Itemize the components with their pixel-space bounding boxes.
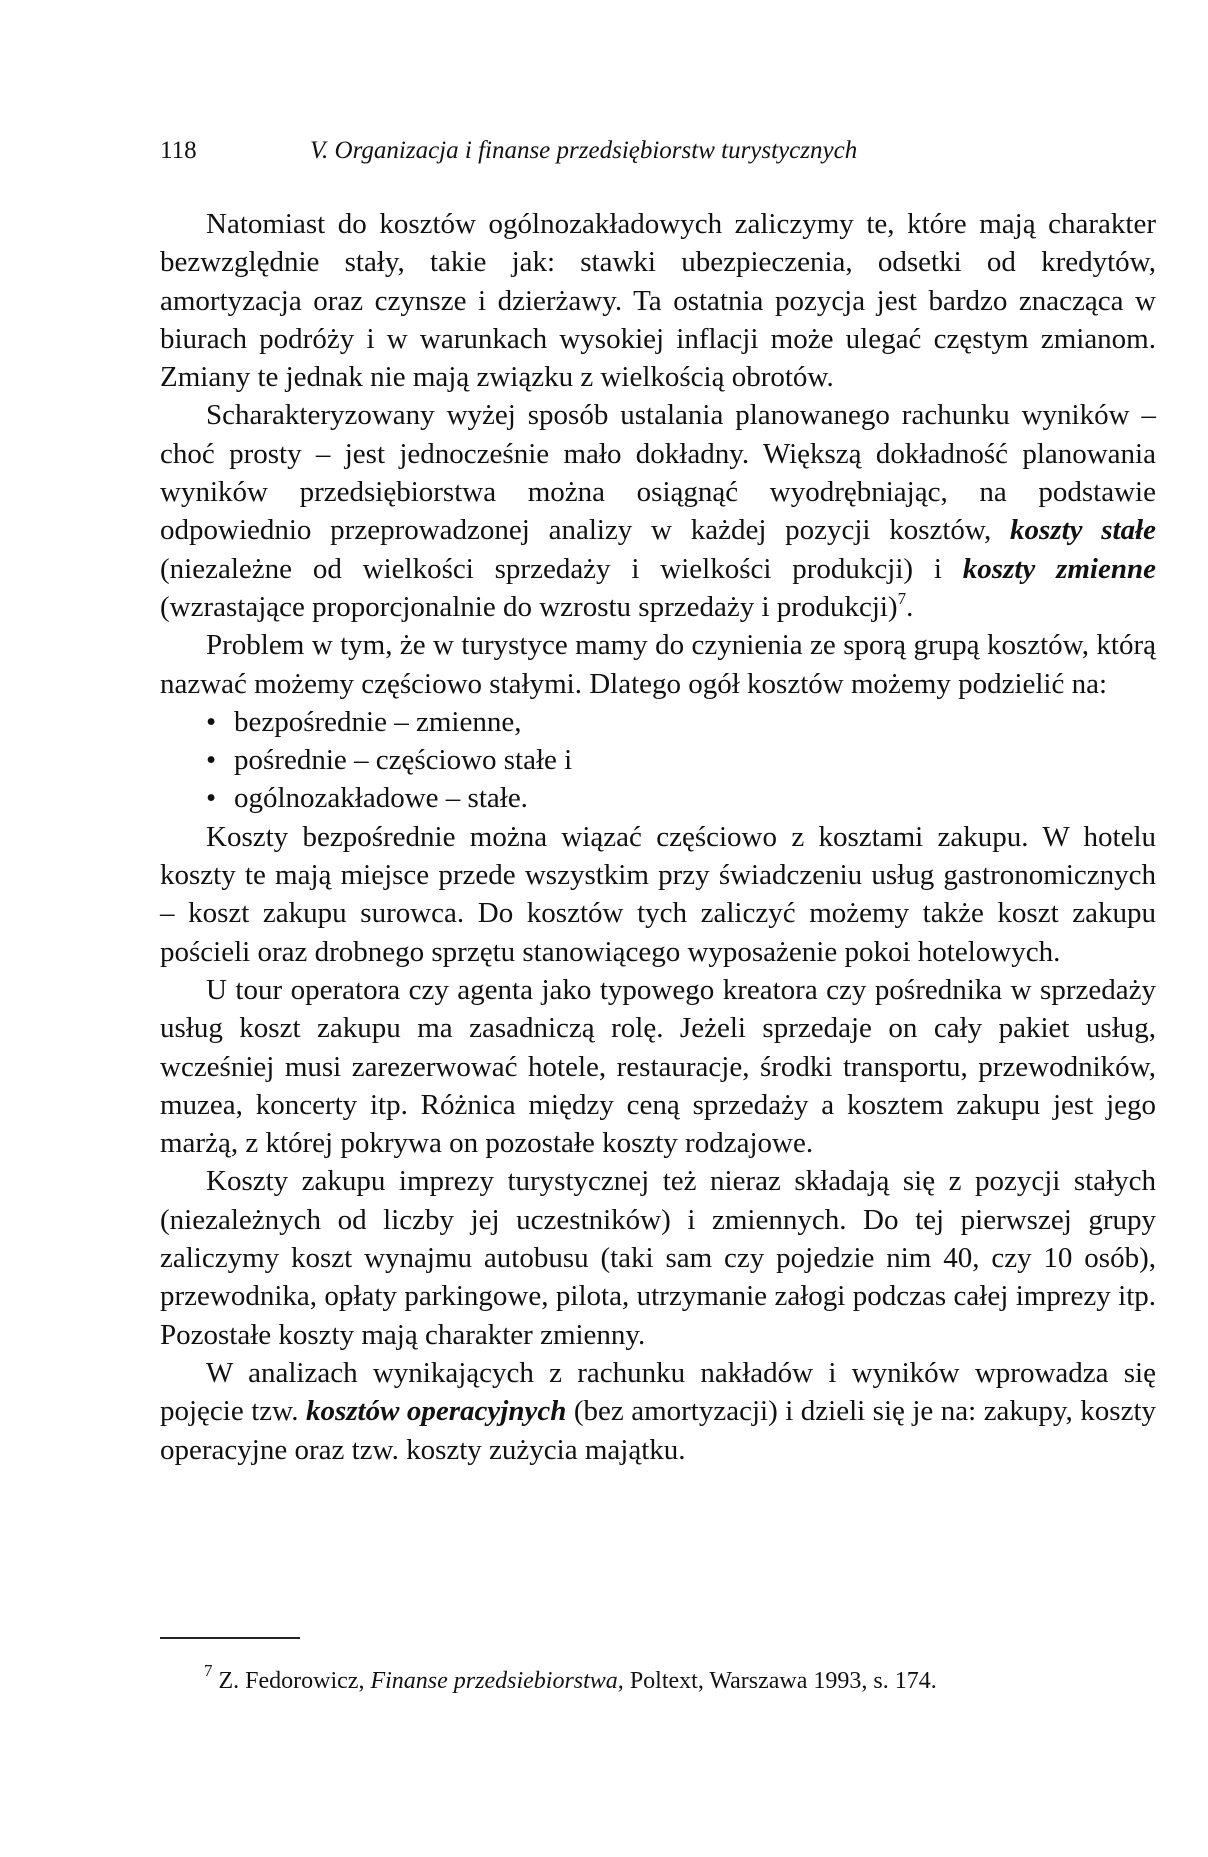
paragraph-2-text-b: (niezależne od wielkości sprzedaży i wielkości produkcji) i — [160, 552, 942, 585]
footnote-divider — [160, 1637, 300, 1639]
page-number: 118 — [160, 137, 197, 164]
footnote-title: Finanse przedsiebiorstwa, — [370, 1668, 624, 1694]
cost-category-list — [160, 703, 1156, 818]
footnote-number: 7 — [204, 1661, 213, 1680]
paragraph-3: Problem w tym, że w turystyce mamy do czynienia ze sporą grupą kosztów, którą nazwać możemy częściowo stałymi. Dlatego ogół kosztów możemy podzielić na: — [160, 629, 1156, 700]
footnote — [204, 1661, 1144, 1696]
footnote-author: Z. Fedorowicz, — [218, 1668, 365, 1694]
bullet-icon: • — [206, 705, 217, 738]
footnote-publisher: Poltext, Warszawa 1993, s. 174. — [629, 1668, 937, 1694]
list-item — [206, 779, 1156, 817]
chapter-title: V. Organizacja i finanse przedsiębiorstw turystycznych — [310, 137, 858, 164]
paragraph-2 — [160, 396, 1156, 626]
paragraph-1: Natomiast do kosztów ogólnozakładowych zaliczymy te, które mają charakter bezwzględnie stały, takie jak: stawki ubezpieczenia, odsetki od kredytów, amortyzacja oraz czynsze i dzierżawy. Ta ostatnia pozycja jest bardzo znacząca w biurach podróży i w warunkach wysokiej inflacji może ulegać częstym zmianom. Zmiany te jednak nie mają związku z wielkością obrotów. — [160, 208, 1156, 394]
list-item-text: ogólnozakładowe – stałe. — [234, 782, 528, 815]
paragraph-2-text-c: (wzrastające proporcjonalnie do wzrostu sprzedaży i produkcji) — [160, 590, 898, 623]
paragraph-2-text-a: Scharakteryzowany wyżej sposób ustalania planowanego rachunku wyników – choć prosty – jest jednocześnie mało dokładny. Większą dokładność planowania wyników przedsiębiorstwa można osiągnąć wyodrębniając, na podstawie odpowiednio przeprowadzonej analizy w każdej pozycji kosztów, — [160, 399, 1156, 547]
term-koszty-zmienne: koszty zmienne — [962, 552, 1156, 585]
running-header — [160, 136, 1160, 166]
bullet-icon: • — [206, 744, 217, 777]
footnote-reference: 7 — [897, 588, 907, 608]
list-item-text: bezpośrednie – zmienne, — [234, 705, 522, 738]
paragraph-5: U tour operatora czy agenta jako typowego kreatora czy pośrednika w sprzedaży usług koszt zakupu ma zasadniczą rolę. Jeżeli sprzedaje on cały pakiet usług, wcześniej musi zarezerwować hotele, restauracje, środki transportu, przewodników, muzea, koncerty itp. Różnica między ceną sprzedaży a kosztem zakupu jest jego marżą, z której pokrywa on pozostałe koszty rodzajowe. — [160, 973, 1156, 1160]
bullet-icon: • — [206, 782, 217, 815]
list-item — [206, 703, 1156, 741]
list-item-text: pośrednie – częściowo stałe i — [234, 744, 573, 777]
paragraph-6: Koszty zakupu imprezy turystycznej też nieraz składają się z pozycji stałych (niezależnych od liczby jej uczestników) i zmiennych. Do tej pierwszej grupy zaliczymy koszt wynajmu autobusu (taki sam czy pojedzie nim 40, czy 10 osób), przewodnika, opłaty parkingowe, pilota, utrzymanie załogi podczas całej imprezy itp. Pozostałe koszty mają charakter zmienny. — [160, 1165, 1156, 1351]
list-item — [206, 741, 1156, 779]
paragraph-4: Koszty bezpośrednie można wiązać częściowo z kosztami zakupu. W hotelu koszty te mają miejsce przede wszystkim przy świadczeniu usług gastronomicznych – koszt zakupu surowca. Do kosztów tych zaliczyć możemy także koszt zakupu pościeli oraz drobnego sprzętu stanowiącego wyposażenie pokoi hotelowych. — [160, 820, 1156, 968]
paragraph-2-end: . — [906, 590, 914, 623]
body-text — [160, 205, 1156, 1469]
paragraph-7-text-a: W analizach wynikających z rachunku nakładów i wyników wprowadza się pojęcie tzw. — [160, 1356, 1156, 1428]
term-koszty-operacyjne: kosztów operacyjnych — [305, 1395, 567, 1428]
paragraph-7 — [160, 1354, 1156, 1469]
paragraph-7-text-b: (bez amortyzacji) i dzieli się je na: zakupy, koszty operacyjne oraz tzw. koszty zużycia majątku. — [160, 1395, 1156, 1466]
term-koszty-stale: koszty stałe — [1010, 514, 1157, 547]
